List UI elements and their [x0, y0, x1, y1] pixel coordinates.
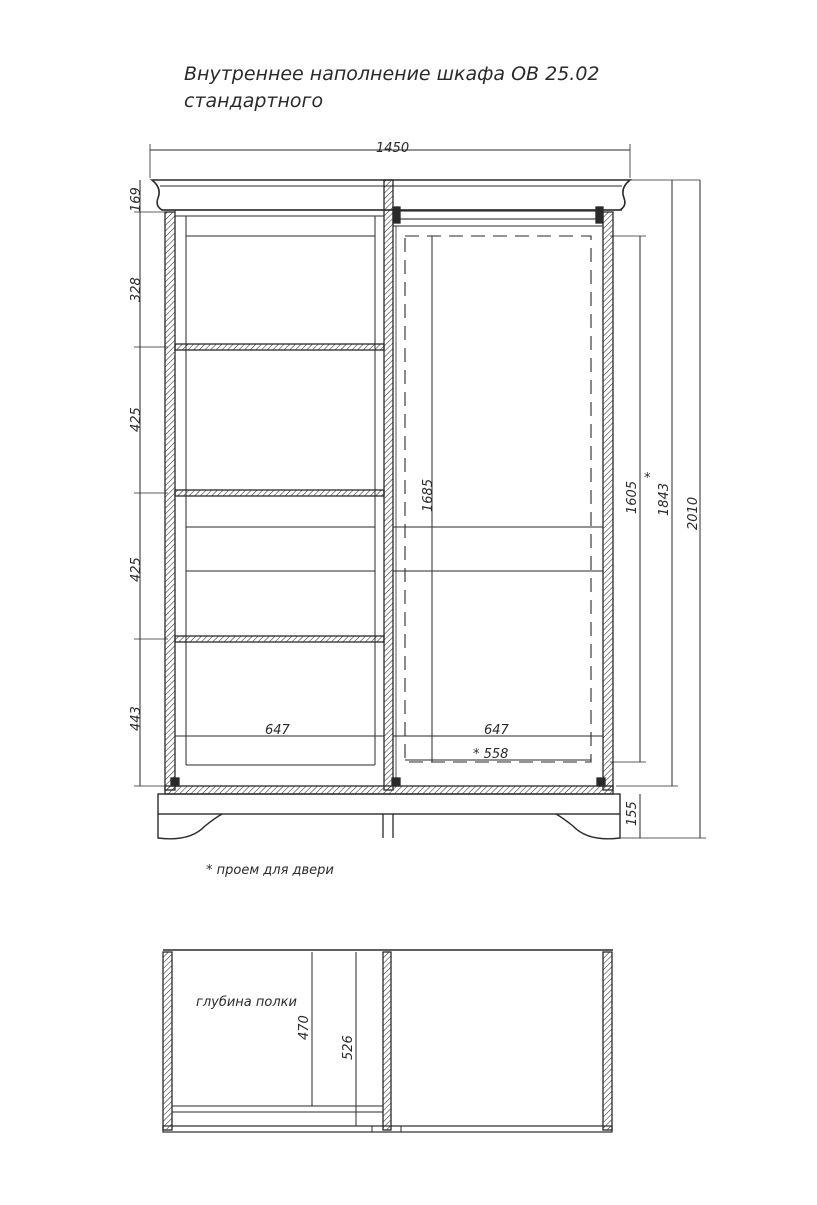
dim-opening-height: 1843 — [657, 482, 672, 516]
dim-overall-height: 2010 — [686, 496, 701, 530]
dim-plinth-height: 155 — [625, 801, 640, 826]
dim-opening-star: * — [644, 471, 651, 486]
dim-body-depth: 526 — [341, 1035, 356, 1060]
title-line-1: Внутреннее наполнение шкафа ОВ 25.02 — [184, 63, 600, 85]
plan-view — [163, 950, 613, 1132]
dim-left-section-1: 169 — [129, 187, 144, 212]
dim-door-opening-width: * 558 — [473, 747, 509, 762]
title-line-2: стандартного — [184, 90, 324, 112]
dim-shelf-depth: 470 — [297, 1015, 312, 1040]
footnote: * проем для двери — [206, 863, 334, 878]
dim-left-width: 647 — [265, 723, 290, 738]
front-view — [134, 144, 706, 839]
dim-center-height: 1685 — [421, 478, 436, 512]
dim-right-width: 647 — [484, 723, 509, 738]
plan-label-shelf-depth: глубина полки — [196, 995, 297, 1010]
dim-overall-width: 1450 — [376, 141, 410, 156]
dim-right-inner-height: 1605 — [625, 480, 640, 514]
dim-left-section-5: 443 — [129, 706, 144, 731]
dim-left-section-3: 425 — [129, 407, 144, 432]
dim-left-section-2: 328 — [129, 277, 144, 302]
dim-left-section-4: 425 — [129, 557, 144, 582]
